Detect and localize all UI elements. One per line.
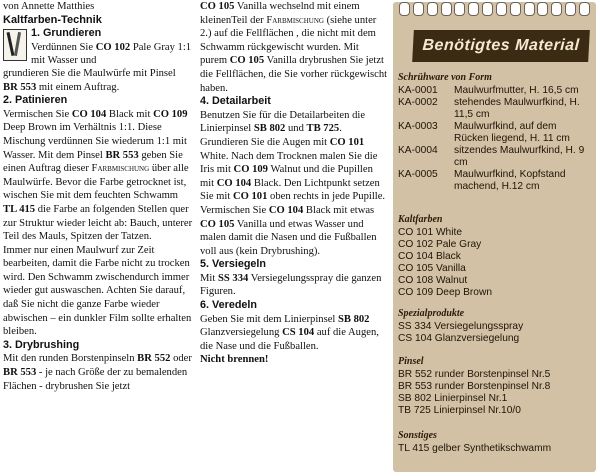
material-description: sitzendes Maulwurfkind, H. 9 cm <box>454 145 585 168</box>
section-kaltfarben <box>398 214 592 299</box>
step1-brush-code: BR 553 <box>3 81 37 93</box>
material-item: CO 104 Black <box>398 251 461 262</box>
step5-heading: 5. Versiegeln <box>200 258 267 271</box>
material-panel <box>393 2 596 472</box>
section-heading: Schrühware von Form <box>398 72 492 83</box>
material-item: CO 101 White <box>398 227 462 238</box>
material-item <box>398 85 592 97</box>
material-item <box>398 169 592 193</box>
material-banner: Benötigtes Material <box>412 30 590 62</box>
material-item <box>398 145 592 169</box>
section-sonstiges <box>398 430 592 455</box>
material-description: Maulwurfkind, Kopfstand machend, H.12 cm <box>454 169 566 192</box>
step4-text-2: Vermischen Sie CO 104 Black mit etwas CO 105 Vanilla und etwas Wasser und malen damit die Nasen und die Fußballen voll aus (kein Drybrushing). <box>200 204 377 257</box>
step1-text-cont <box>3 67 193 94</box>
step3-heading: 3. Drybrushing <box>3 338 80 351</box>
material-item: BR 553 runder Borstenpinsel Nr.8 <box>398 381 551 392</box>
brushes-icon <box>3 29 27 61</box>
material-item: CO 102 Pale Gray <box>398 239 482 250</box>
article-column-1 <box>3 0 193 393</box>
material-item <box>398 97 592 121</box>
material-item: SS 334 Versiegelungsspray <box>398 321 524 332</box>
material-code: KA-0001 <box>398 85 438 96</box>
material-item: CO 105 Vanilla <box>398 263 466 274</box>
material-item: BR 552 runder Borstenpinsel Nr.5 <box>398 369 551 380</box>
material-description: Maulwurfmutter, H. 16,5 cm <box>454 85 579 96</box>
section-heading: Sonstiges <box>398 430 437 441</box>
section-heading: Kaltfarben <box>398 214 443 225</box>
section-heading: Spezialprodukte <box>398 308 465 319</box>
section-pinsel <box>398 356 592 417</box>
step6-warning: Nicht brennen! <box>200 354 269 366</box>
section-heading: Pinsel <box>398 356 424 367</box>
step1-text: Verdünnen Sie CO 102 Pale Gray 1:1 mit Wasser und <box>31 41 192 67</box>
material-item: CO 109 Deep Brown <box>398 287 493 298</box>
step6-heading: 6. Veredeln <box>200 299 258 312</box>
material-code: KA-0003 <box>398 121 438 132</box>
step2-text: Vermischen Sie CO 104 Black mit CO 109 Deep Brown im Verhältnis 1:1. Diese Mischung verdünnen Sie wiederum 1:1 mit Wasser. Mit dem Pinsel BR 553 geben Sie einen Auftrag dieser Farbmischung über alle Maulwürfe. Bevor die Farbe getrocknet ist, wischen Sie mit dem feuchten Schwamm TL 415 die Farbe an folgenden Stellen quer zur Struktur wieder leicht ab: Bauch, unterer Teil des Mauls, Spitzen der Tatzen. <box>3 108 193 243</box>
step6-text: Geben Sie mit dem Linierpinsel SB 802 Glanzversiegelung CS 104 auf die Augen, die Nase und die Fußballen. <box>200 313 379 352</box>
article-column-2 <box>200 0 388 367</box>
material-item: TL 415 gelber Synthetikschwamm <box>398 443 552 454</box>
material-description: stehendes Maulwurfkind, H. 11,5 cm <box>454 97 580 120</box>
author-line: von Annette Matthies <box>3 1 95 12</box>
material-item: TB 725 Linierpinsel Nr.10/0 <box>398 405 521 416</box>
spiral-binding <box>399 2 590 16</box>
material-item: CO 108 Walnut <box>398 275 468 286</box>
step1-heading: 1. Grundieren <box>31 27 102 40</box>
section-schruehware <box>398 72 592 193</box>
material-item <box>398 121 592 145</box>
step1-block <box>3 27 193 68</box>
material-description: Maulwurfkind, auf dem Rücken liegend, H. 11 cm <box>454 121 570 144</box>
step4-heading: 4. Detailarbeit <box>200 95 271 108</box>
material-code: KA-0005 <box>398 169 438 180</box>
material-item: CS 104 Glanzversiegelung <box>398 333 520 344</box>
section-spezialprodukte <box>398 308 592 345</box>
step1-text-end: mit einem Auftrag. <box>36 81 120 93</box>
material-code: KA-0002 <box>398 97 438 108</box>
step4-text: Benutzen Sie für die Detailarbeiten die Linierpinsel SB 802 und TB 725. Grundieren Sie die Augen mit CO 101 White. Nach dem Trocknen malen Sie die Iris mit CO 109 Walnut und die Pupillen mit CO 104 Black. Den Lichtpunkt setzen Sie mit CO 101 oben rechts in jede Pupille. <box>200 109 386 203</box>
step2-heading: 2. Patinieren <box>3 94 68 107</box>
step3-text-cont: CO 105 Vanilla wechselnd mit einem kleinenTeil der Farbmischung (siehe unter 2.) auf die Fellflächen , die nicht mit dem Schwamm rückgewischt wurden. Mit purem CO 105 Vanilla drybrushen Sie jetzt die Fellflächen, die Sie vorher rückgewischt haben. <box>200 1 388 94</box>
material-code: KA-0004 <box>398 145 438 156</box>
material-item: SB 802 Linierpinsel Nr.1 <box>398 393 508 404</box>
step3-text-start: Mit den runden Borstenpinseln BR 552 oder BR 553 - je nach Größe der zu bemalenden Flächen - drybrushen Sie jetzt <box>3 353 192 392</box>
article-title: Kaltfarben-Technik <box>3 13 102 26</box>
step1-text-tail: grundieren Sie die Maulwürfe mit Pinsel <box>3 67 176 79</box>
step5-text: Mit SS 334 Versiegelungsspray die ganzen Figuren. <box>200 272 382 298</box>
step2-note: Immer nur einen Maulwurf zur Zeit bearbeiten, damit die Farbe nicht zu trocken wird. Den Schwamm zwischendurch immer wieder gut auswaschen. Achten Sie darauf, daß Sie nicht die ganze Farbe wieder abwischen – ein dunkler Film sollte erhalten bleiben. <box>3 244 192 338</box>
